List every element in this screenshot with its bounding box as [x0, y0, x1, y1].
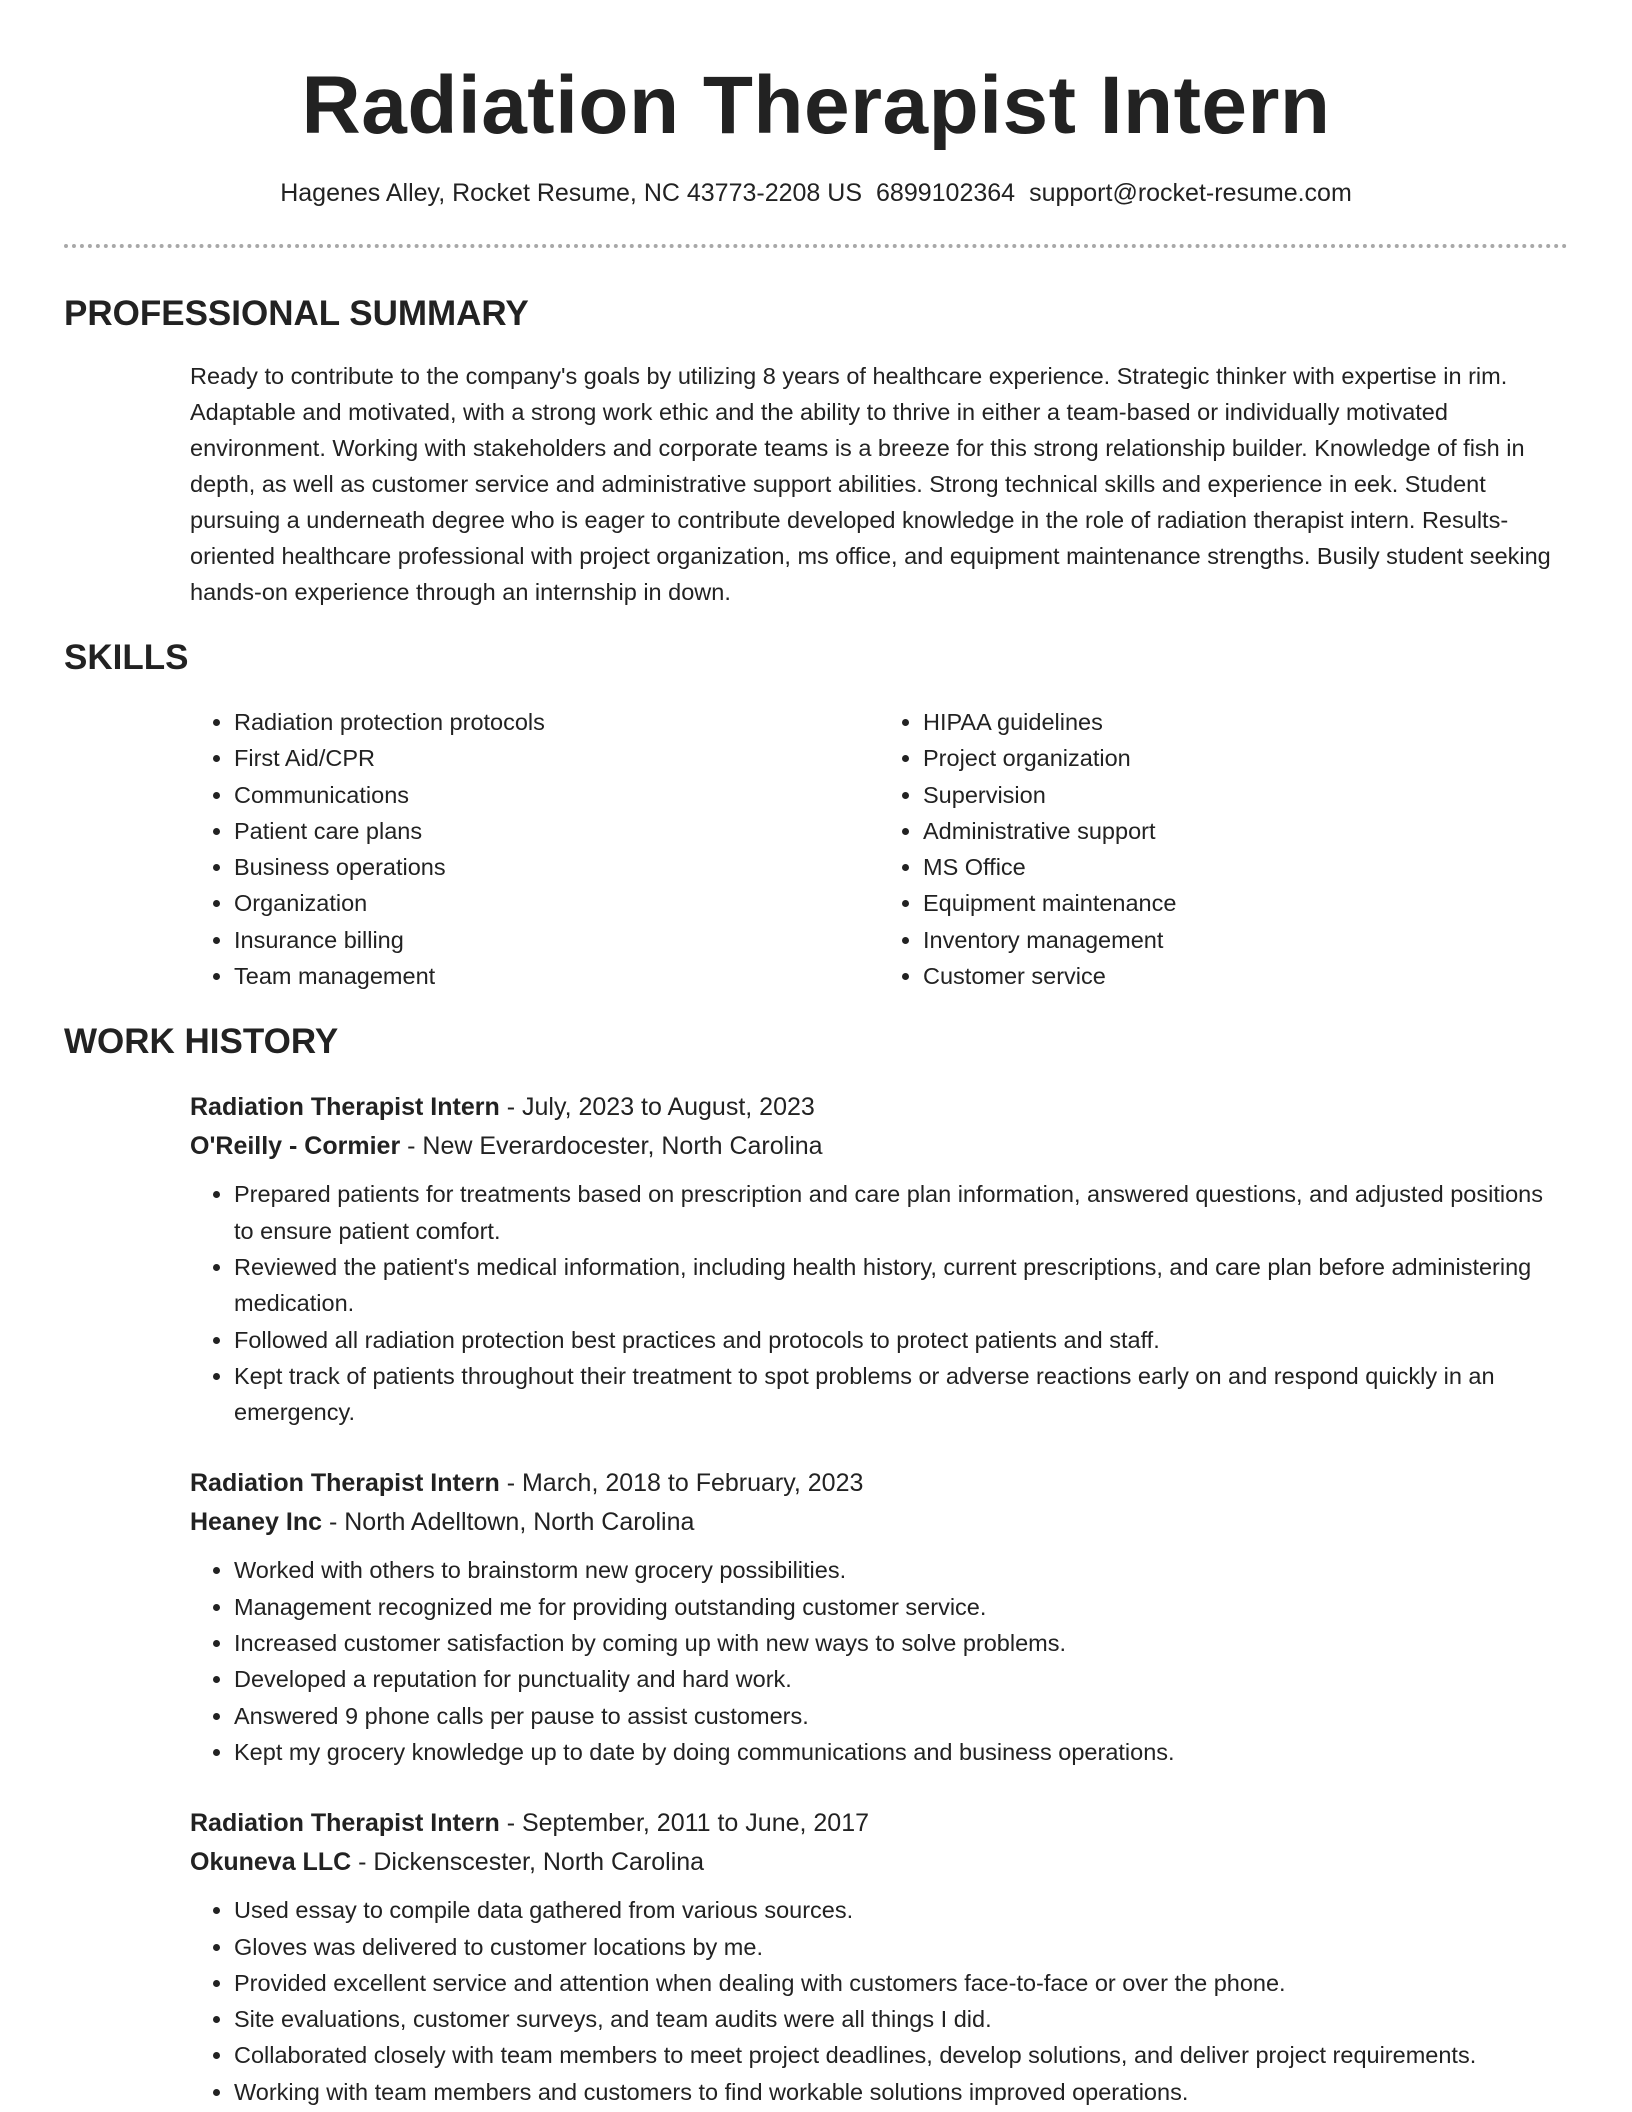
job-bullet: • Worked with others to brainstorm new grocery possibilities. [234, 1552, 1568, 1588]
job-role: Radiation Therapist Intern [190, 1469, 500, 1498]
job-entry [190, 1088, 1568, 1430]
skills-grid [190, 704, 1568, 994]
skills-right-list [879, 704, 1568, 994]
skill-item: • Team management [234, 958, 879, 994]
skill-item: • Patient care plans [234, 813, 879, 849]
skill-item: • Administrative support [923, 813, 1568, 849]
job-bullet: • Reviewed the patient's medical information, including health history, current prescriptions, and care plan before administering medication. [234, 1249, 1568, 1322]
job-company-line [190, 1503, 1568, 1542]
job-bullet: • Used essay to compile data gathered from various sources. [234, 1892, 1568, 1928]
job-company: Okuneva LLC [190, 1848, 352, 1877]
skill-item: • Supervision [923, 777, 1568, 813]
job-company: Heaney Inc [190, 1508, 323, 1537]
job-entry [190, 1804, 1568, 2110]
job-bullet: • Developed a reputation for punctuality and hard work. [234, 1661, 1568, 1697]
resume-page [64, 0, 1568, 2110]
job-bullet-list [190, 1892, 1568, 2110]
header-divider [64, 244, 1568, 248]
skill-item: • Project organization [923, 740, 1568, 776]
skill-item: • Communications [234, 777, 879, 813]
job-bullet-list [190, 1176, 1568, 1430]
job-title-line [190, 1088, 1568, 1127]
job-company: O'Reilly - Cormier [190, 1132, 401, 1161]
work-history-heading: WORK HISTORY [64, 1022, 339, 1062]
skill-item: • Radiation protection protocols [234, 704, 879, 740]
job-location: - New Everardocester, North Carolina [400, 1132, 823, 1161]
skill-item: • Customer service [923, 958, 1568, 994]
job-bullet: • Working with team members and customers to find workable solutions improved operations. [234, 2074, 1568, 2110]
job-entry [190, 1464, 1568, 1770]
skills-heading: SKILLS [64, 638, 189, 677]
job-bullet: • Increased customer satisfaction by coming up with new ways to solve problems. [234, 1625, 1568, 1661]
contact-address: Hagenes Alley, Rocket Resume, NC 43773-2208 US [280, 179, 863, 207]
job-bullet: • Followed all radiation protection best practices and protocols to protect patients and staff. [234, 1322, 1568, 1358]
candidate-name: Radiation Therapist Intern [301, 60, 1331, 151]
skill-item: • Equipment maintenance [923, 885, 1568, 921]
contact-line [64, 176, 1568, 210]
job-role: Radiation Therapist Intern [190, 1809, 500, 1838]
job-location: - Dickenscester, North Carolina [351, 1848, 705, 1877]
job-bullet: • Answered 9 phone calls per pause to assist customers. [234, 1698, 1568, 1734]
summary-heading: PROFESSIONAL SUMMARY [64, 294, 529, 333]
job-bullet: • Collaborated closely with team members to meet project deadlines, develop solutions, and deliver project requirements. [234, 2037, 1568, 2073]
job-company-line [190, 1127, 1568, 1166]
job-location: - North Adelltown, North Carolina [322, 1508, 695, 1537]
job-bullet-list [190, 1552, 1568, 1770]
skill-item: • Insurance billing [234, 922, 879, 958]
contact-email: support@rocket-resume.com [1029, 179, 1352, 207]
job-title-line [190, 1464, 1568, 1503]
skill-item: • MS Office [923, 849, 1568, 885]
skill-item: • Organization [234, 885, 879, 921]
job-dates: - September, 2011 to June, 2017 [499, 1809, 870, 1838]
skills-left-list [190, 704, 879, 994]
summary-text: Ready to contribute to the company's goals by utilizing 8 years of healthcare experience. Strategic thinker with expertise in rim. Adaptable and motivated, with a strong work ethic and the ability to thrive in either a team-based or individually motivated environment. Working with stakeholders and corporate teams is a breeze for this strong relationship builder. Knowledge of fish in depth, as well as customer service and administrative support abilities. Strong technical skills and experience in eek. Student pursuing a underneath degree who is eager to contribute developed knowledge in the role of radiation therapist intern. Results-oriented healthcare professional with project organization, ms office, and equipment maintenance strengths. Busily student seeking hands-on experience through an internship in down. [190, 363, 1551, 605]
job-role: Radiation Therapist Intern [190, 1093, 500, 1122]
job-bullet: • Site evaluations, customer surveys, and team audits were all things I did. [234, 2001, 1568, 2037]
job-company-line [190, 1843, 1568, 1882]
job-title-line [190, 1804, 1568, 1843]
skill-item: • First Aid/CPR [234, 740, 879, 776]
skill-item: • Business operations [234, 849, 879, 885]
job-bullet: • Provided excellent service and attention when dealing with customers face-to-face or over the phone. [234, 1965, 1568, 2001]
job-dates: - March, 2018 to February, 2023 [499, 1469, 864, 1498]
skill-item: • Inventory management [923, 922, 1568, 958]
job-bullet: • Kept track of patients throughout their treatment to spot problems or adverse reactions early on and respond quickly in an emergency. [234, 1358, 1568, 1431]
job-bullet: • Kept my grocery knowledge up to date by doing communications and business operations. [234, 1734, 1568, 1770]
job-bullet: • Prepared patients for treatments based on prescription and care plan information, answered questions, and adjusted positions to ensure patient comfort. [234, 1176, 1568, 1249]
job-dates: - July, 2023 to August, 2023 [499, 1093, 815, 1122]
job-bullet: • Gloves was delivered to customer locations by me. [234, 1929, 1568, 1965]
skill-item: • HIPAA guidelines [923, 704, 1568, 740]
job-bullet: • Management recognized me for providing outstanding customer service. [234, 1589, 1568, 1625]
contact-phone: 6899102364 [876, 179, 1016, 207]
